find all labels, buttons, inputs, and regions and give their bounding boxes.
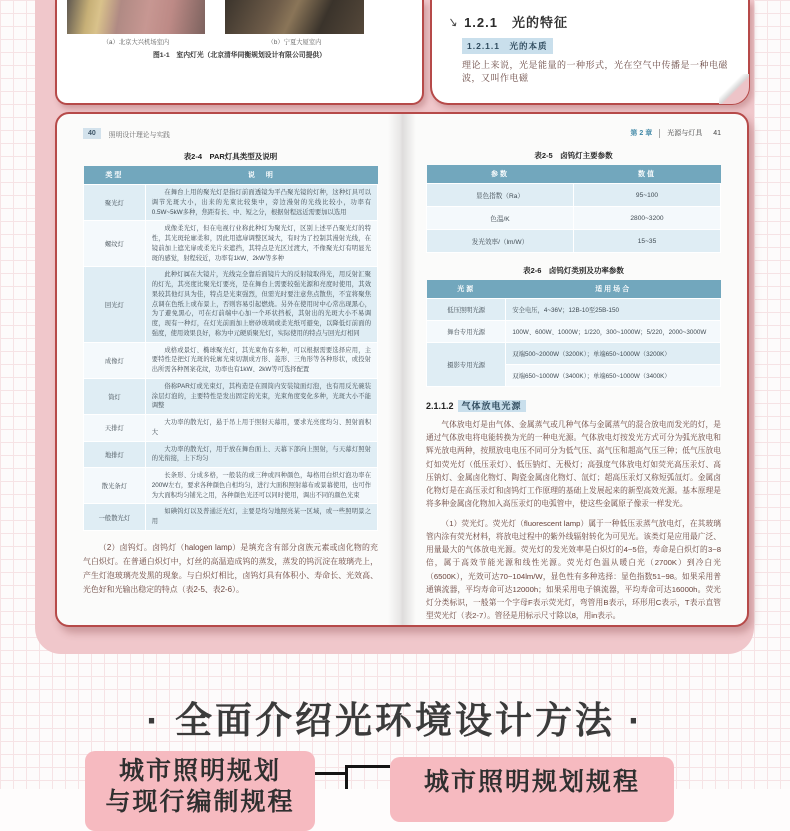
page-header-left [83, 128, 378, 139]
connector-line [315, 772, 347, 775]
book-gutter-shadow [388, 114, 416, 625]
connector-line [345, 765, 348, 789]
figure-card [55, 0, 424, 105]
gas-discharge-paragraph: 气体放电灯是由气体、金属蒸气或几种气体与金属蒸气的混合放电而发光的灯，是通过气体放电将电能转换为光的一种电光源。气体放电灯按发光方式可分为弧光放电和辉光放电两种，按照放电电压不同可分为低气压、高气压和超高气压三种；低气压放电灯如荧光灯（低压汞灯）、低压钠灯、无极灯；高强度气体放电灯如荧光高压汞灯、高压钠灯、金属卤化物灯、陶瓷金属卤化物灯、氙灯；超高压汞灯又称短弧氙灯。金属卤化物灯是在高压汞灯和卤钨灯工作原理的基础上发展起来的新型高效光源。基本原理是将多种金属卤化物加入高压汞灯的电弧管中，使这些金属原子像汞一样发光。 [426, 420, 721, 509]
table26-title: 表2-6 卤钨灯类别及功率参数 [523, 266, 624, 275]
mindmap-node-urban-lighting-regulation: 城市照明规划规程 [390, 757, 674, 822]
table-row: 低压照明光源 安全电压，4~36V；12B-10至25B-150 [427, 299, 721, 321]
table24-title: 表2-4 PAR灯具类型及说明 [183, 152, 278, 161]
running-title: 照明设计理论与实践 [108, 131, 170, 139]
table-row: 成像灯 成格或景灯、椭球聚光灯，其光束角有多种，可以根据需要选择应用，主要特性是把灯光斑的轮廓光束切割成方形、菱形、三角形等各种形状，或投射出所需各种图案花纹，功率也有1kW、2kW等可选择配置 [84, 342, 378, 378]
table-header-row [84, 166, 378, 185]
table-row: 摄影专用光源 双端500~2000W（3200K）；单端650~1000W（3200K） [427, 343, 721, 365]
subsection-heading: 1.2.1.1 光的本质 [462, 38, 553, 54]
photo-b-caption: （b）宁夏大厦室内 [267, 39, 322, 46]
figure-caption: 图1-1 室内灯光（北京清华同衡规划设计有限公司提供） [153, 52, 326, 59]
table-row: 一般散光灯 如碘钨灯以及普通泛光灯，主要是均匀地照亮某一区域，或一些照明景之用 [84, 504, 378, 531]
table25 [426, 165, 721, 253]
table24 [83, 166, 378, 531]
table-row: 筒灯 俗称PAR灯或光束灯，其构造是在圆筒内安装镜面灯泡，也有用反光碗装涂层灯泡的，主要特性是发出固定的光束，光束角度变化多种，光斑大小不能调整 [84, 378, 378, 414]
section-heading-row [448, 12, 568, 31]
table25-title: 表2-5 卤钨灯主要参数 [534, 151, 613, 160]
photo-daxing-airport [67, 0, 205, 34]
table-row: 双端650~1000W（3400K）；单端650~1000W（3400K） [427, 365, 721, 387]
table-row: 舞台专用光源 100W、600W、1000W；1/220，300~1000W；5/220，2000~3000W [427, 321, 721, 343]
book-spread [55, 112, 749, 627]
chapter-title: 光源与灯具 [667, 130, 703, 137]
section-arrow-icon: ↘ [446, 13, 460, 30]
table-row: 色温/K 2800~3200 [427, 207, 721, 230]
table-row: 发光效率/（lm/W） 15~35 [427, 230, 721, 253]
table-row: 地排灯 大功率的散光灯，用于放在舞台面上、天幕下部向上照射，与天幕灯照射的光衔接，上下均匀 [84, 441, 378, 468]
book-page-41 [402, 114, 747, 625]
table-row: 天排灯 大功率的散光灯，悬于吊上用于照射天幕用，要求光亮度均匀、照射面积大 [84, 415, 378, 442]
halogen-paragraph: （2）卤钨灯。卤钨灯（halogen lamp）是填充含有部分卤族元素或卤化物的充气白炽灯。在普通白炽灯中，灯丝的高温造成钨的蒸发，蒸发的钨沉淀在玻璃壳上，产生灯泡玻璃壳发黑的现象。与白炽灯相比，卤钨灯具有体积小、寿命长、光效高、光色好和光输出稳定的特点（表2-5、表2-6）。 [83, 542, 378, 595]
table-row: 螺纹灯 成像柔光灯，但在电视行业称此种灯为聚光灯，区别上述平凸聚光灯的特性，其光斑轮廓柔和，因此用遮扉调整区域大，有时为了控制其漫射光线，在镜前加上遮光扉或柔光片来遮挡，其特点是光区过渡大，不像聚光灯有明显光斑的感觉，射程较近，功率有1kW、2kW等多种 [84, 221, 378, 267]
table-header-row: 光源 适用场合 [427, 280, 721, 299]
subsection-heading-2112: 2.1.1.2 气体放电光源 [426, 399, 721, 412]
table-row: 聚光灯 在舞台上用的聚光灯是指灯前面透镜为平凸聚光镜的灯种，这种灯具可以调节光斑大小，出来的光束比较集中，旁边漫射的光线比较小，功率有0.5W~5kW多种，焦距有长、中、短之分，根据射程远近需要加以选用 [84, 185, 378, 221]
connector-line [345, 765, 390, 768]
table-row: 回光灯 此种灯属在大镜片，光线完全靠后面镜片大的反射镜取得光，用反射汇聚的灯光，其亮度比聚光灯要亮，是在舞台上需要较强光源和亮度时使用，其效果较其他灯具为佳，特点是光束强烈，但需光时要注意焦点散焦，不宜将聚焦点调在色纸上或布景上，否则容易引起燃烧。另外在使用时中心常出现黑心，为了避免黑心，可在灯前端中心加一个环状挡板，其射出的光斑大小不易调度，现有一种灯，在灯光前面加上磨砂玻璃或柔光纸可避免，以降低灯前面的强度，使用效果良好，称为中元硬质聚光灯，实际使用的特点与回光灯相同 [84, 267, 378, 342]
photo-a-caption: （a）北京大兴机场室内 [102, 39, 170, 46]
intro-body-text: 理论上来说，光是能量的一种形式，光在空气中传播是一种电磁波，又叫作电磁 [462, 60, 729, 83]
page-number: 40 [83, 128, 101, 139]
page-curl [719, 74, 749, 104]
page-number: 41 [713, 129, 721, 137]
table-row: 散光条灯 长条形、分成多格，一般装的或三种或四种颜色，每格用白炽灯泡功率在200W左右，要求各种颜色自相均匀，进行大面积照射幕布或景幕使用，也可作为大面积均匀铺光之用，各种颜色光还可以同时使用，调出不同的颜色光束 [84, 468, 378, 504]
promo-headline: · 全面介绍光环境设计方法 · [146, 700, 644, 741]
mindmap-node-urban-lighting-plan: 城市照明规划 与现行编制规程 [85, 751, 315, 831]
table-row: 显色指数（Ra） 95~100 [427, 184, 721, 207]
intro-card [430, 0, 750, 105]
header-divider [659, 129, 660, 138]
book-page-40 [57, 114, 402, 625]
table-header-row: 参数 数值 [427, 165, 721, 184]
col-desc: 说 明 [145, 166, 377, 185]
page-header-right [426, 128, 721, 138]
fluorescent-paragraph: （1）荧光灯。荧光灯（fluorescent lamp）属于一种低压汞蒸气放电灯，在其玻璃管内涂有荧光材料，将放电过程中的紫外线辐射转化为可见光。该类灯是应用最广泛、用量最大的气体放电光源。荧光灯的发光效率是白炽灯的4~5倍，寿命是白炽灯的3~8倍，属于高效节能光源和线性光源。荧光灯色温从暖白光（2700K）到冷白光（6500K），光效可达70~104lm/W，显色性有多种选择：显色指数51~98。如果采用普通镇流器，平均寿命可达12000h；如果采用电子镇流器，平均寿命可达16000h。荧光灯分类标识，一般第一个字母F表示荧光灯，弯管用B表示，环形用C表示，T表示直管型荧光灯（表2-7）。管径是用标示尺寸除以8，用in表示。 [426, 518, 721, 621]
photo-ningxia-building [225, 0, 364, 34]
section-title: 1.2.1 光的特征 [464, 15, 568, 30]
table26 [426, 280, 721, 387]
col-type: 类型 [84, 166, 146, 185]
chapter-label: 第 2 章 [630, 130, 653, 137]
